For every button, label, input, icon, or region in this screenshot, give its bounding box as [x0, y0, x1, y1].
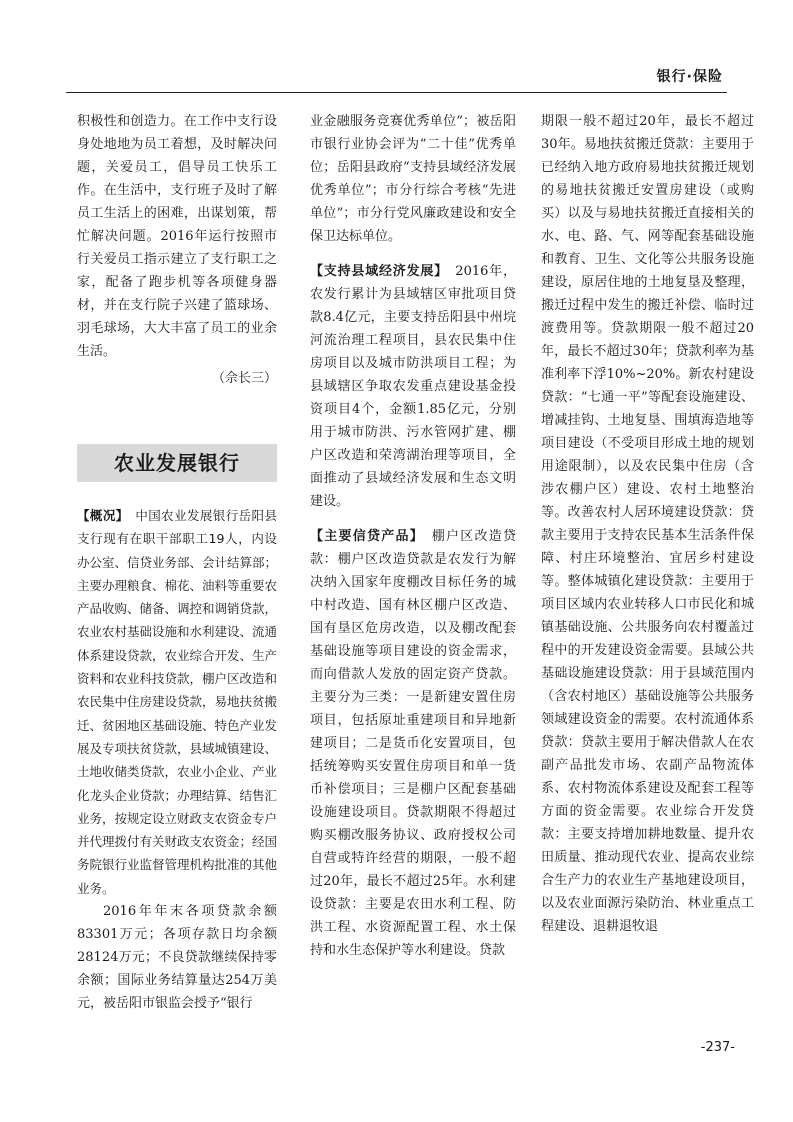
products-tag: 【主要信贷产品】: [310, 529, 418, 544]
section-title: 农业发展银行: [77, 444, 277, 482]
page-number: -237-: [700, 1040, 735, 1055]
author-signature: （佘长三）: [211, 371, 277, 386]
overview-text: 中国农业发展银行岳阳县支行现有在职干部职工19人，内设办公室、信贷业务部、会计结算部；主要办理粮食、棉花、油料等重要农产品收购、储备、调控和调销贷款，农业农村基础设施和水利建设、流通体系建设贷款，农业综合开发、生产资料和农业科技贷款，棚户区改造和农民集中住房建设贷款，易地扶贫搬迁、贫困地区基础设施、特色产业发展及专项扶贫贷款，县域城镇建设、土地收储类贷款，农业小企业、产业化龙头企业贷款；办理结算、结售汇业务，按规定设立财政支农资金专户并代理拨付有关财政支农资金；经国务院银行业监督管理机构批准的其他业务。: [77, 508, 278, 896]
paragraph: 2016年年末各项贷款余额83301万元；各项存款日均余额28124万元；不良贷款继续保持零余额；国际业务结算量达254万美元，被岳阳市银监会授予“银行: [77, 904, 277, 1012]
products-text: 棚户区改造贷款：棚户区改造贷款是农发行为解决纳入国家年度棚改目标任务的城中村改造、国有林区棚户区改造、国有垦区危房改造，以及棚改配套基础设施等项目建设的资金需求，而向借款人发放的固定资产贷款。主要分为三类：一是新建安置住房项目，包括原址重建项目和异地新建项目；二是货币化安置项目，包括统筹购买安置住房项目和单一货币补偿项目；三是棚户区配套基础设施建设项目。贷款期限不得超过购买棚改服务协议、政府授权公司自营或特许经营的期限，一般不超过20年，最长不超过25年。水利建设贷款：主要是农田水利工程、防洪工程、水资源配置工程、水土保持和水生态保护等水利建设。贷款: [310, 529, 516, 958]
products-paragraph: [310, 525, 516, 962]
paragraph: 期限一般不超过20年，最长不超过30年。易地扶贫搬迁贷款：主要用于已经纳入地方政府易地扶贫搬迁规划的易地扶贫搬迁安置房建设（或购买）以及与易地扶贫搬迁直接相关的水、电、路、气、网等配套基础设施和教育、卫生、文化等公共服务设施建设，原居住地的土地复垦及整理，搬迁过程中发生的搬迁补偿、临时过渡费用等。贷款期限一般不超过20年，最长不超过30年；贷款利率为基准利率下浮10%~20%。新农村建设贷款：“七通一平”等配套设施建设、增减挂钩、土地复垦、围填海造地等项目建设（不受项目形成土地的规划用途限制），以及农民集中住房（含涉农棚户区）建设、农村土地整治等。改善农村人居环境建设贷款：贷款主要用于支持农民基本生活条件保障、村庄环境整治、宜居乡村建设等。整体城镇化建设贷款：主要用于项目区域内农业转移人口市民化和城镇基础设施、公共服务向农村覆盖过程中的开发建设资金需要。县域公共基础设施建设贷款：用于县域范围内（含农村地区）基础设施等公共服务领域建设资金的需要。农村流通体系贷款：贷款主要用于解决借款人在农副产品批发市场、农副产品物流体系、农村物流体系建设及配套工程等方面的资金需要。农业综合开发贷款：主要支持增加耕地数量、提升农田质量、推动现代农业、提高农业综合生产力的农业生产基地建设项目，以及农业面源污染防治、林业重点工程建设、退耕退牧退: [541, 114, 754, 934]
support-text: 2016年，农发行累计为县域辖区审批项目贷款8.4亿元，主要支持岳阳县中州垸河流治理工程项目，县农民集中住房项目以及城市防洪项目工程；为县域辖区争取农发重点建设基金投资项目4个，金额1.85亿元，分别用于城市防洪、污水管网扩建、棚户区改造和荣湾湖治理等项目，全面推动了县域经济发展和生态文明建设。: [310, 264, 516, 509]
overview-tag: 【概况】: [77, 508, 123, 523]
header-rule: [66, 92, 727, 93]
section-header: 银行·保险: [656, 69, 723, 85]
support-paragraph: [310, 260, 516, 513]
paragraph: 积极性和创造力。在工作中支行设身处地地为员工着想，及时解决问题，关爱员工，倡导员工快乐工作。在生活中，支行班子及时了解员工生活上的困难，出谋划策，帮忙解决问题。2016年运行按照市行关爱员工指示建立了支行职工之家，配备了跑步机等各项健身器材，并在支行院子兴建了篮球场、羽毛球场，大大丰富了员工的业余生活。: [77, 114, 277, 359]
column-3: [541, 110, 754, 938]
column-1: [77, 110, 277, 1015]
paragraph: 业金融服务竞赛优秀单位”；被岳阳市银行业协会评为“二十佳”优秀单位；岳阳县政府“支持县域经济发展优秀单位”；市分行综合考核“先进单位”；市分行党风廉政建设和安全保卫达标单位。: [310, 114, 516, 244]
support-tag: 【支持县域经济发展】: [310, 264, 442, 279]
overview-paragraph: [77, 504, 277, 900]
column-2: [310, 110, 516, 962]
